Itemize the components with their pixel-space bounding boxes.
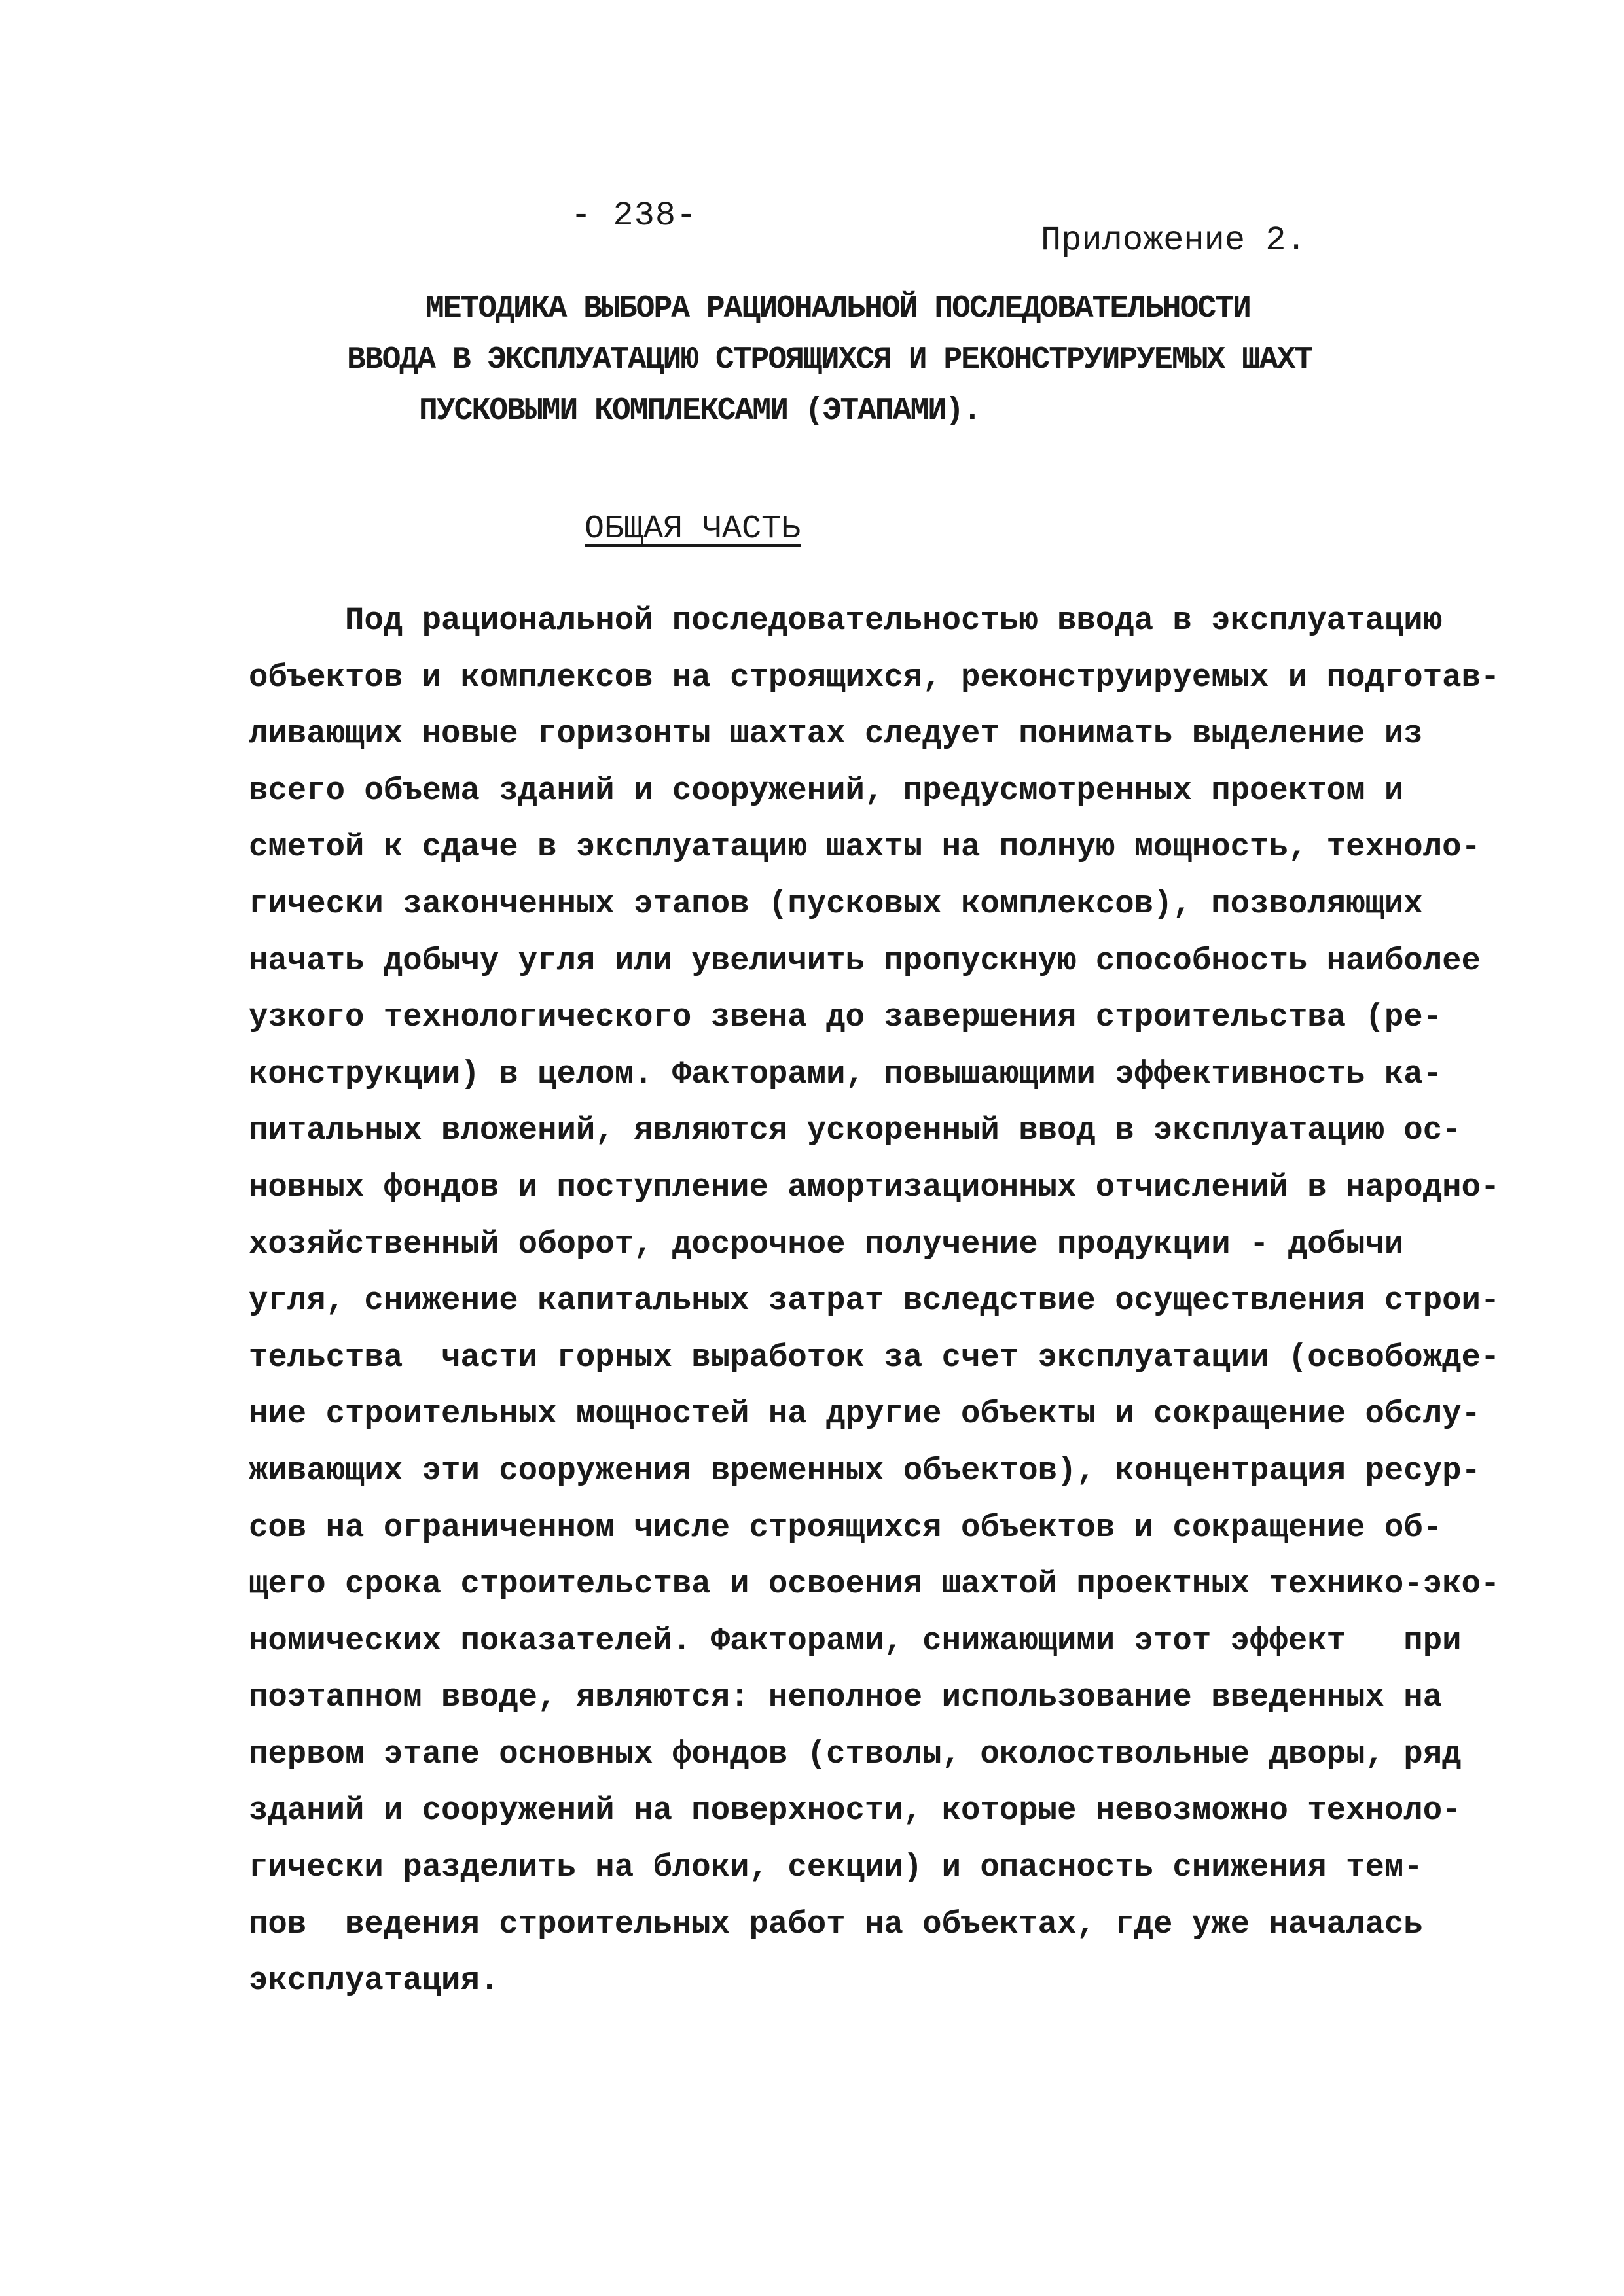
text-line: пов ведения строительных работ на объектах, где уже началась: [249, 1905, 1423, 1943]
text-line: ние строительных мощностей на другие объекты и сокращение обслу-: [249, 1395, 1481, 1433]
title-line: ПУСКОВЫМИ КОМПЛЕКСАМИ (ЭТАПАМИ).: [419, 393, 981, 429]
page-number: - 238-: [571, 196, 698, 235]
section-heading: ОБЩАЯ ЧАСТЬ: [585, 511, 801, 548]
text-line: узкого технологического звена до завершения строительства (ре-: [249, 999, 1443, 1036]
text-line: тельства части горных выработок за счет эксплуатации (освобожде-: [249, 1338, 1500, 1376]
text-line: конструкции) в целом. Факторами, повышающими эффективность ка-: [249, 1055, 1443, 1092]
appendix-label: Приложение 2.: [1041, 221, 1307, 260]
text-line: всего объема зданий и сооружений, предусмотренных проектом и: [249, 772, 1404, 809]
text-line: ливающих новые горизонты шахтах следует понимать выделение из: [249, 715, 1423, 753]
text-line: зданий и сооружений на поверхности, которые невозможно техноло-: [249, 1792, 1462, 1829]
text-line: начать добычу угля или увеличить пропускную способность наиболее: [249, 942, 1481, 979]
title-line: ВВОДА В ЭКСПЛУАТАЦИЮ СТРОЯЩИХСЯ И РЕКОНСТРУИРУЕМЫХ ШАХТ: [347, 342, 1312, 378]
title-line: МЕТОДИКА ВЫБОРА РАЦИОНАЛЬНОЙ ПОСЛЕДОВАТЕЛЬНОСТИ: [425, 291, 1250, 327]
text-line: первом этапе основных фондов (стволы, околоствольные дворы, ряд: [249, 1735, 1462, 1772]
text-line: хозяйственный оборот, досрочное получение продукции - добычи: [249, 1225, 1404, 1263]
text-line: номических показателей. Факторами, снижающими этот эффект при: [249, 1622, 1462, 1659]
text-line: гически разделить на блоки, секции) и опасность снижения тем-: [249, 1849, 1423, 1886]
text-line: живающих эти сооружения временных объектов), концентрация ресур-: [249, 1452, 1481, 1489]
text-line: сметой к сдаче в эксплуатацию шахты на полную мощность, техноло-: [249, 829, 1481, 866]
text-line: объектов и комплексов на строящихся, реконструируемых и подготав-: [249, 658, 1500, 696]
text-line: гически законченных этапов (пусковых комплексов), позволяющих: [249, 885, 1423, 922]
text-line: щего срока строительства и освоения шахтой проектных технико-эко-: [249, 1566, 1500, 1603]
text-line: поэтапном вводе, являются: неполное использование введенных на: [249, 1679, 1443, 1716]
text-line: сов на ограниченном числе строящихся объектов и сокращение об-: [249, 1509, 1443, 1546]
text-line: Под рациональной последовательностью ввода в эксплуатацию: [249, 602, 1443, 639]
text-line: питальных вложений, являются ускоренный ввод в эксплуатацию ос-: [249, 1112, 1462, 1149]
text-line: угля, снижение капитальных затрат вследствие осуществления строи-: [249, 1282, 1500, 1319]
body-paragraph: [249, 592, 1500, 2009]
text-line: эксплуатация.: [249, 1962, 499, 2000]
text-line: новных фондов и поступление амортизационных отчислений в народно-: [249, 1168, 1500, 1206]
